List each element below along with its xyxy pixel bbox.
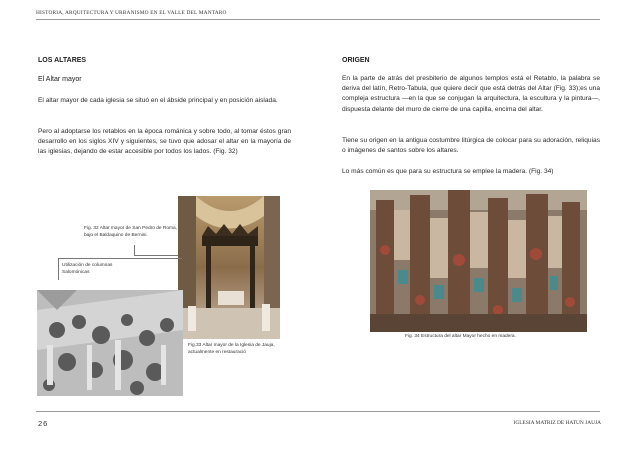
right-paragraph-3: Lo más común es que para su estructura se emplee la madera. (Fig. 34) xyxy=(342,168,554,175)
subtitle-altar-mayor: El Altar mayor xyxy=(38,76,82,83)
left-paragraph-1: El altar mayor de cada iglesia se situó en el ábside principal y en posición aislada. xyxy=(38,97,278,104)
caption-fig32-connector xyxy=(134,245,135,255)
footer-right-text: IGLESIA MATRIZ DE HATUN JAUJA xyxy=(513,420,601,426)
page-number: 26 xyxy=(38,419,49,428)
caption-columnas-salomonicas: Utilización de columnas Salomónicas xyxy=(62,263,113,275)
photo-fig34-estructura-madera xyxy=(370,190,587,332)
right-paragraph-1: En la parte de atrás del presbiterio de algunos templos está el Retablo, la palabra se deriva del latín, Retro-Tabula, que quiere decir que está detrás del Altar (Fig. 33);es una compleja estructura —en la que se conjugan la arquitectura, la escultura y la pintura—, dispuesta delante del muro de cierre de una capilla, encima del altar. xyxy=(342,75,600,113)
caption-columns-connector-h xyxy=(58,258,182,259)
section-title-altares: LOS ALTARES xyxy=(38,57,87,64)
footer-rule xyxy=(36,411,600,412)
caption-columns-connector xyxy=(58,258,59,280)
caption-fig32: Fig. 32 Altar mayor de San Pedro de Roma, bajo el Baldaquino de Bernini. xyxy=(84,226,178,238)
photo-fig32-san-pedro xyxy=(178,196,280,339)
header-rule xyxy=(36,19,600,20)
caption-fig34: Fig. 34 Estructura del altar Mayor hecho en madera. xyxy=(405,334,516,339)
right-paragraph-2: Tiene su origen en la antigua costumbre litúrgica de colocar para su adoración, reliquias o imágenes de santos sobre los altares. xyxy=(342,137,600,155)
caption-fig32-connector-h xyxy=(134,255,180,256)
running-header: HISTORIA, ARQUITECTURA Y URBANISMO EN EL VALLE DEL MANTARO xyxy=(36,10,227,16)
section-title-origen: ORIGEN xyxy=(342,57,370,64)
caption-fig33: Fig.33 Altar mayor de la Iglesia de Jauja, actualmente en restauració xyxy=(188,343,275,355)
left-paragraph-2: Pero al adoptarse los retablos en la época románica y sobre todo, al tomar éstos gran desarrollo en los siglos XIV y siguientes, se tuvo que adosar el altar en la mayoría de las iglesias, dejando de estar accesible por todos los lados. (Fig. 32) xyxy=(38,128,291,156)
photo-fig33-jauja xyxy=(37,290,183,396)
